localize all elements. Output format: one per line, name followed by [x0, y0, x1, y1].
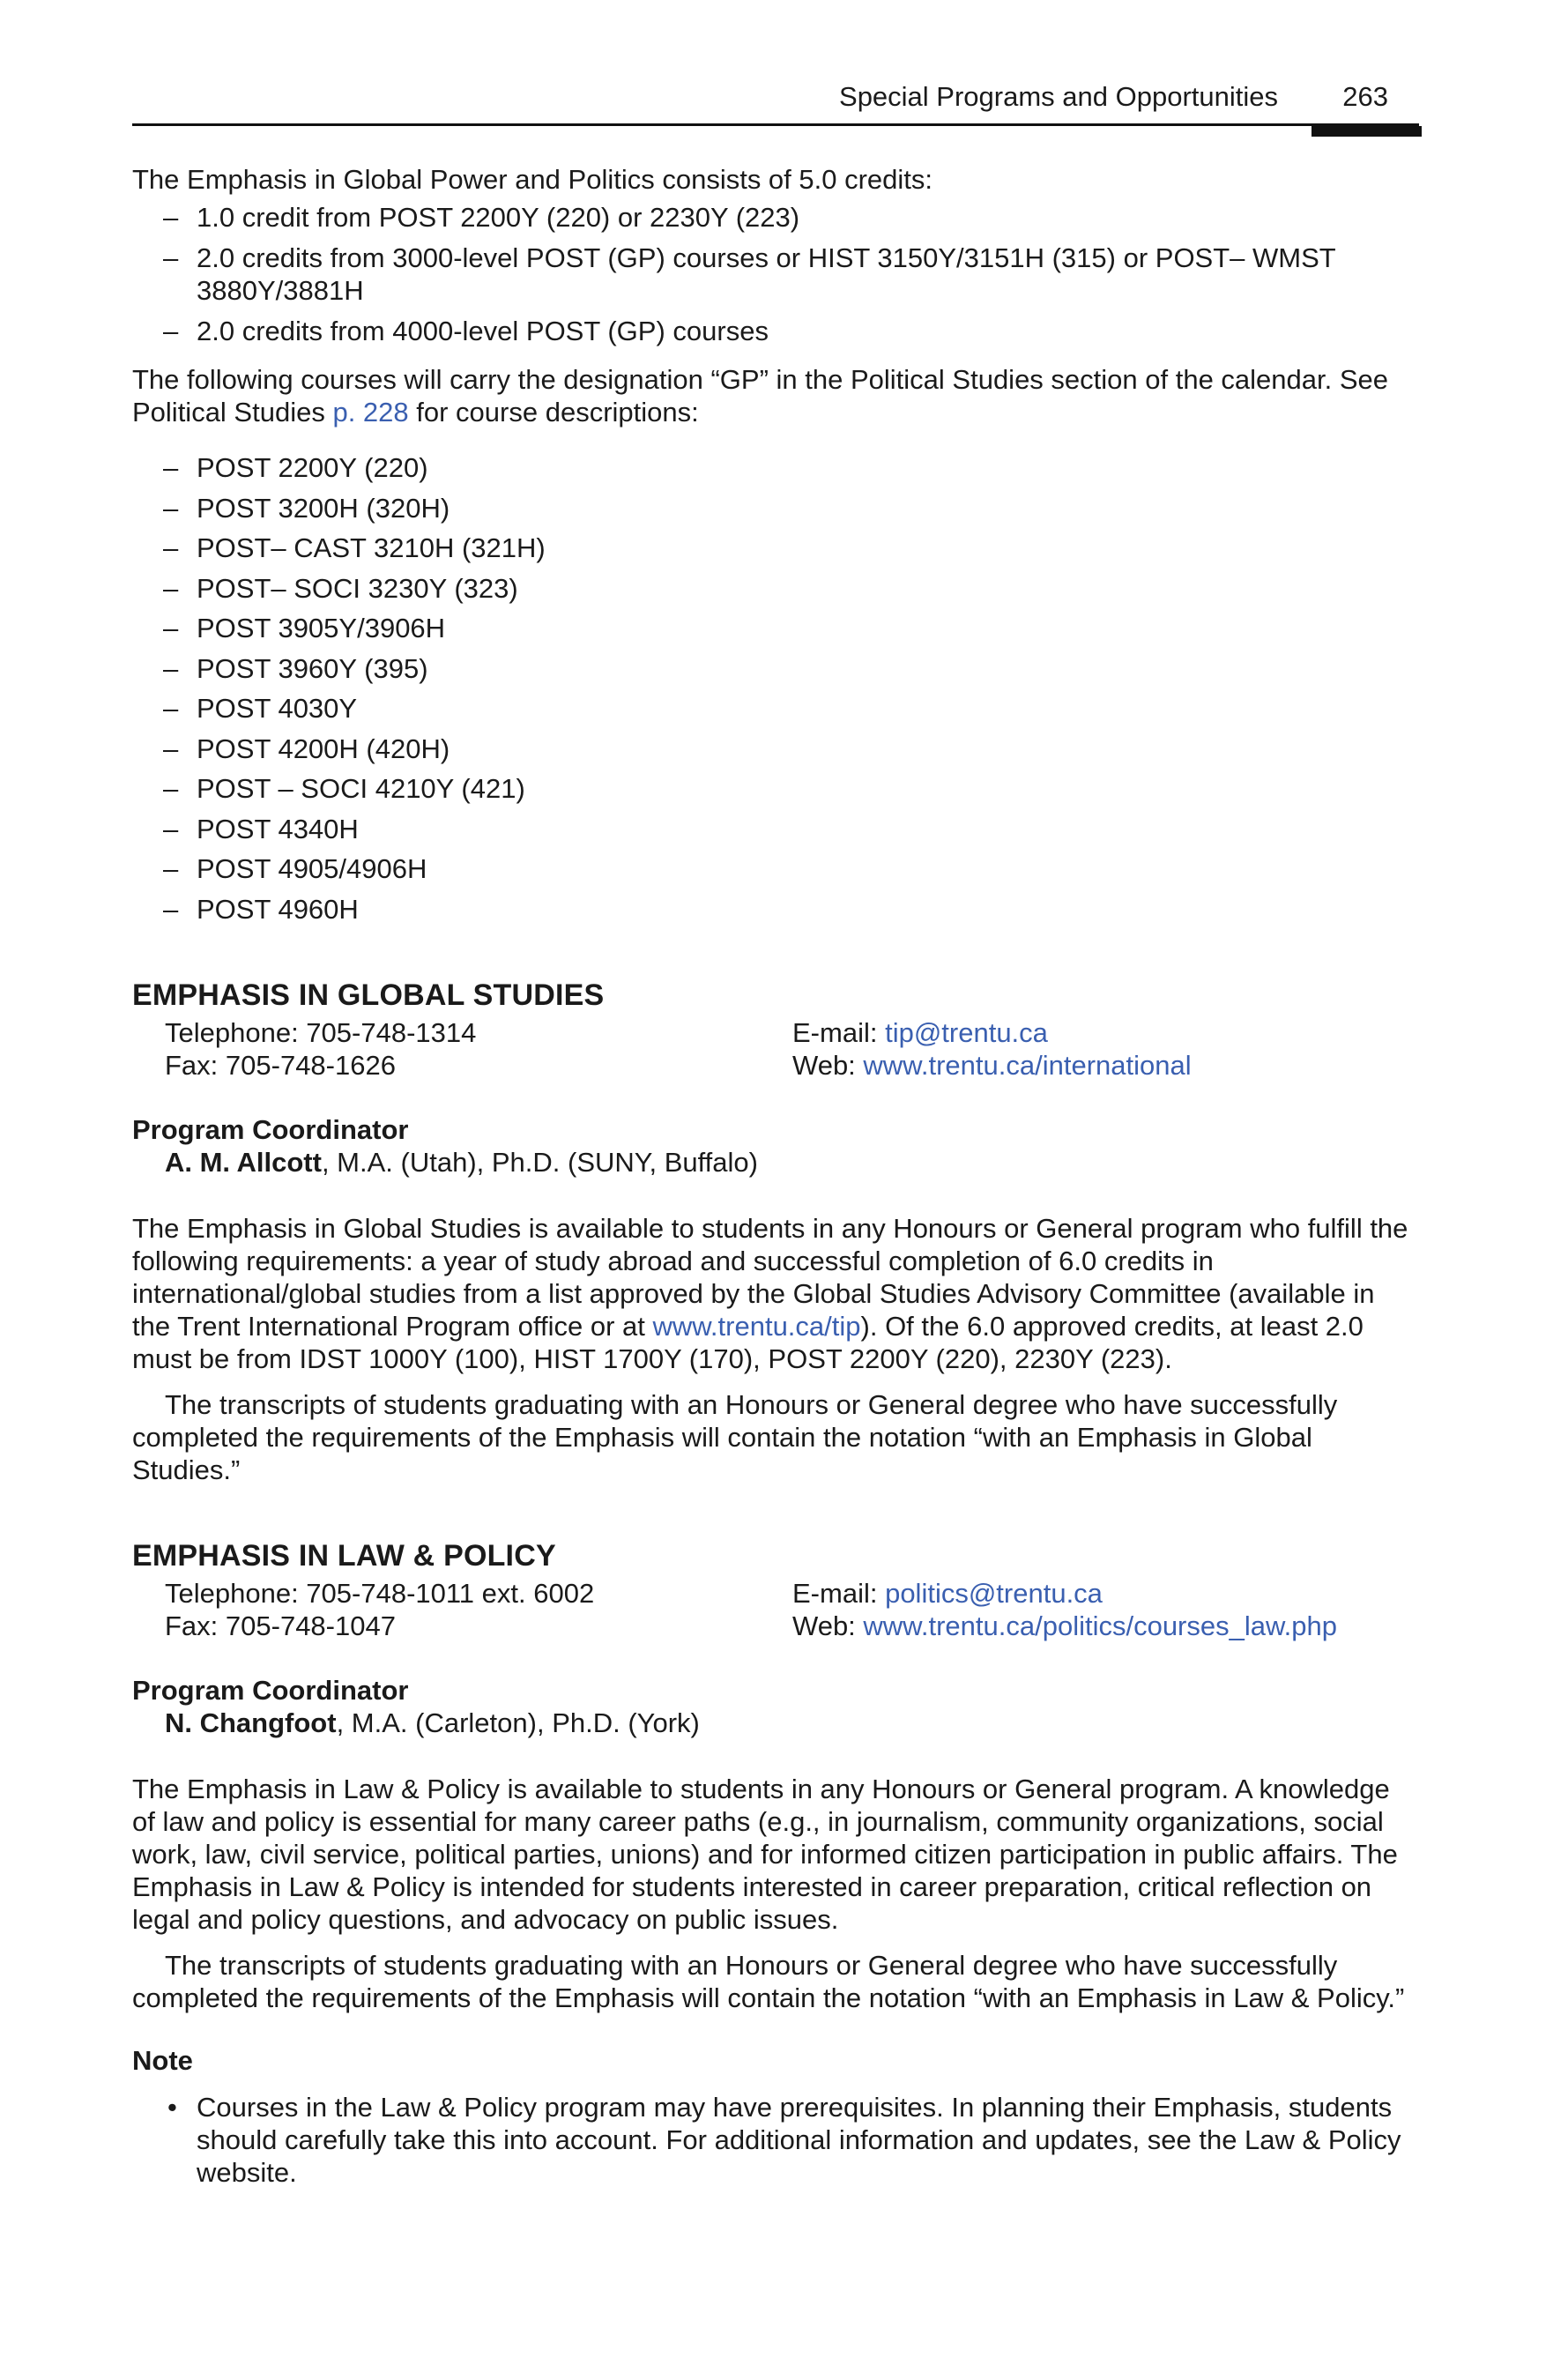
running-header	[132, 71, 1419, 126]
law-policy-transcript-note: The transcripts of students graduating with an Honours or General degree who have successfully completed the requirements of the Emphasis will contain the notation “with an Emphasis in Law & Policy.”	[132, 1949, 1405, 2013]
web-label: Web:	[792, 1049, 864, 1081]
law-policy-heading: EMPHASIS IN LAW & POLICY	[132, 1538, 556, 1573]
description-text: ). Of the 6.0 approved credits, at least 2.0 must be from IDST 1000Y (100), HIST 1700Y (170), POST 2200Y (220), 2230Y (223).	[132, 1310, 1364, 1374]
page-number: 263	[1342, 81, 1388, 112]
note-list	[132, 2091, 1419, 2189]
course-item: – POST 4340H	[132, 813, 1419, 845]
tip-link[interactable]: www.trentu.ca/tip	[652, 1310, 861, 1342]
description-text: The Emphasis in Global Studies is available to students in any Honours or General program who fulfill the following requirements: a year of study abroad and successful completion of 6.0 credits in international/global studies from a list approved by the Global Studies Advisory Committee (available in the Trent International Program office or at	[132, 1212, 1408, 1342]
course-item: – POST 3200H (320H)	[132, 492, 1419, 524]
gp-course-list	[132, 451, 1419, 926]
fax: Fax: 705-748-1626	[165, 1049, 396, 1081]
telephone: Telephone: 705-748-1314	[165, 1016, 477, 1048]
coordinator-name: A. M. Allcott	[165, 1146, 322, 1178]
law-policy-contact	[132, 1577, 1419, 1642]
course-item: – POST 3960Y (395)	[132, 652, 1419, 685]
designation-text: for course descriptions:	[408, 397, 699, 428]
coordinator-credentials: , M.A. (Carleton), Ph.D. (York)	[336, 1707, 700, 1738]
course-item: – POST 3905Y/3906H	[132, 612, 1419, 644]
course-item: – POST– SOCI 3230Y (323)	[132, 572, 1419, 605]
note-item: • Courses in the Law & Policy program may have prerequisites. In planning their Emphasis, students should carefully take this into account. For additional information and updates, see the Law & Policy website.	[132, 2091, 1419, 2189]
law-policy-description: The Emphasis in Law & Policy is available to students in any Honours or General program. A knowledge of law and policy is essential for many career paths (e.g., in journalism, community organizations, social work, law, civil service, political parties, unions) and for informed citizen participation in public affairs. The Emphasis in Law & Policy is intended for students interested in career preparation, critical reflection on legal and policy questions, and advocacy on public issues.	[132, 1773, 1398, 1935]
gp-designation-paragraph	[132, 363, 1419, 428]
requirement-item: – 1.0 credit from POST 2200Y (220) or 2230Y (223)	[132, 201, 1419, 234]
course-item: – POST 4200H (420H)	[132, 733, 1419, 765]
global-studies-description	[132, 1212, 1419, 1375]
email-line	[792, 1016, 1419, 1049]
global-studies-heading: EMPHASIS IN GLOBAL STUDIES	[132, 978, 605, 1012]
web-line	[792, 1049, 1419, 1082]
program-coordinator-heading: Program Coordinator	[132, 1674, 409, 1706]
global-power-requirements	[132, 201, 1419, 347]
email-line	[792, 1577, 1419, 1610]
political-studies-page-link[interactable]: p. 228	[332, 397, 409, 428]
course-item: – POST 4905/4906H	[132, 852, 1419, 885]
email-link[interactable]: tip@trentu.ca	[885, 1016, 1048, 1048]
section-title: Special Programs and Opportunities	[839, 81, 1278, 112]
global-studies-transcript-note: The transcripts of students graduating with an Honours or General degree who have successfully completed the requirements of the Emphasis will contain the notation “with an Emphasis in Global Studies.”	[132, 1388, 1338, 1485]
requirement-item: – 2.0 credits from 4000-level POST (GP) courses	[132, 315, 1419, 347]
calendar-page	[132, 71, 1419, 2189]
web-line	[792, 1610, 1419, 1642]
email-label: E-mail:	[792, 1016, 886, 1048]
email-link[interactable]: politics@trentu.ca	[885, 1577, 1103, 1609]
fax: Fax: 705-748-1047	[165, 1610, 396, 1641]
global-power-intro: The Emphasis in Global Power and Politics consists of 5.0 credits:	[132, 164, 933, 195]
requirement-item: – 2.0 credits from 3000-level POST (GP) courses or HIST 3150Y/3151H (315) or POST– WMST 3880Y/3881H	[132, 242, 1419, 307]
course-item: – POST 2200Y (220)	[132, 451, 1419, 484]
coordinator-credentials: , M.A. (Utah), Ph.D. (SUNY, Buffalo)	[321, 1146, 758, 1178]
program-coordinator-heading: Program Coordinator	[132, 1113, 409, 1145]
program-coordinator	[132, 1146, 1419, 1179]
header-tab-marker	[1312, 126, 1422, 137]
web-label: Web:	[792, 1610, 864, 1641]
coordinator-name: N. Changfoot	[165, 1707, 337, 1738]
web-link[interactable]: www.trentu.ca/politics/courses_law.php	[863, 1610, 1338, 1641]
email-label: E-mail:	[792, 1577, 886, 1609]
course-item: – POST 4030Y	[132, 692, 1419, 725]
course-item: – POST – SOCI 4210Y (421)	[132, 772, 1419, 805]
global-studies-contact	[132, 1016, 1419, 1082]
course-item: – POST– CAST 3210H (321H)	[132, 532, 1419, 564]
telephone: Telephone: 705-748-1011 ext. 6002	[165, 1577, 595, 1609]
course-item: – POST 4960H	[132, 893, 1419, 926]
note-heading: Note	[132, 2044, 193, 2076]
designation-text: The following courses will carry the designation “GP” in the Political Studies section of the calendar. See Political Studies	[132, 364, 1389, 428]
program-coordinator	[132, 1707, 1419, 1739]
web-link[interactable]: www.trentu.ca/international	[863, 1049, 1192, 1081]
